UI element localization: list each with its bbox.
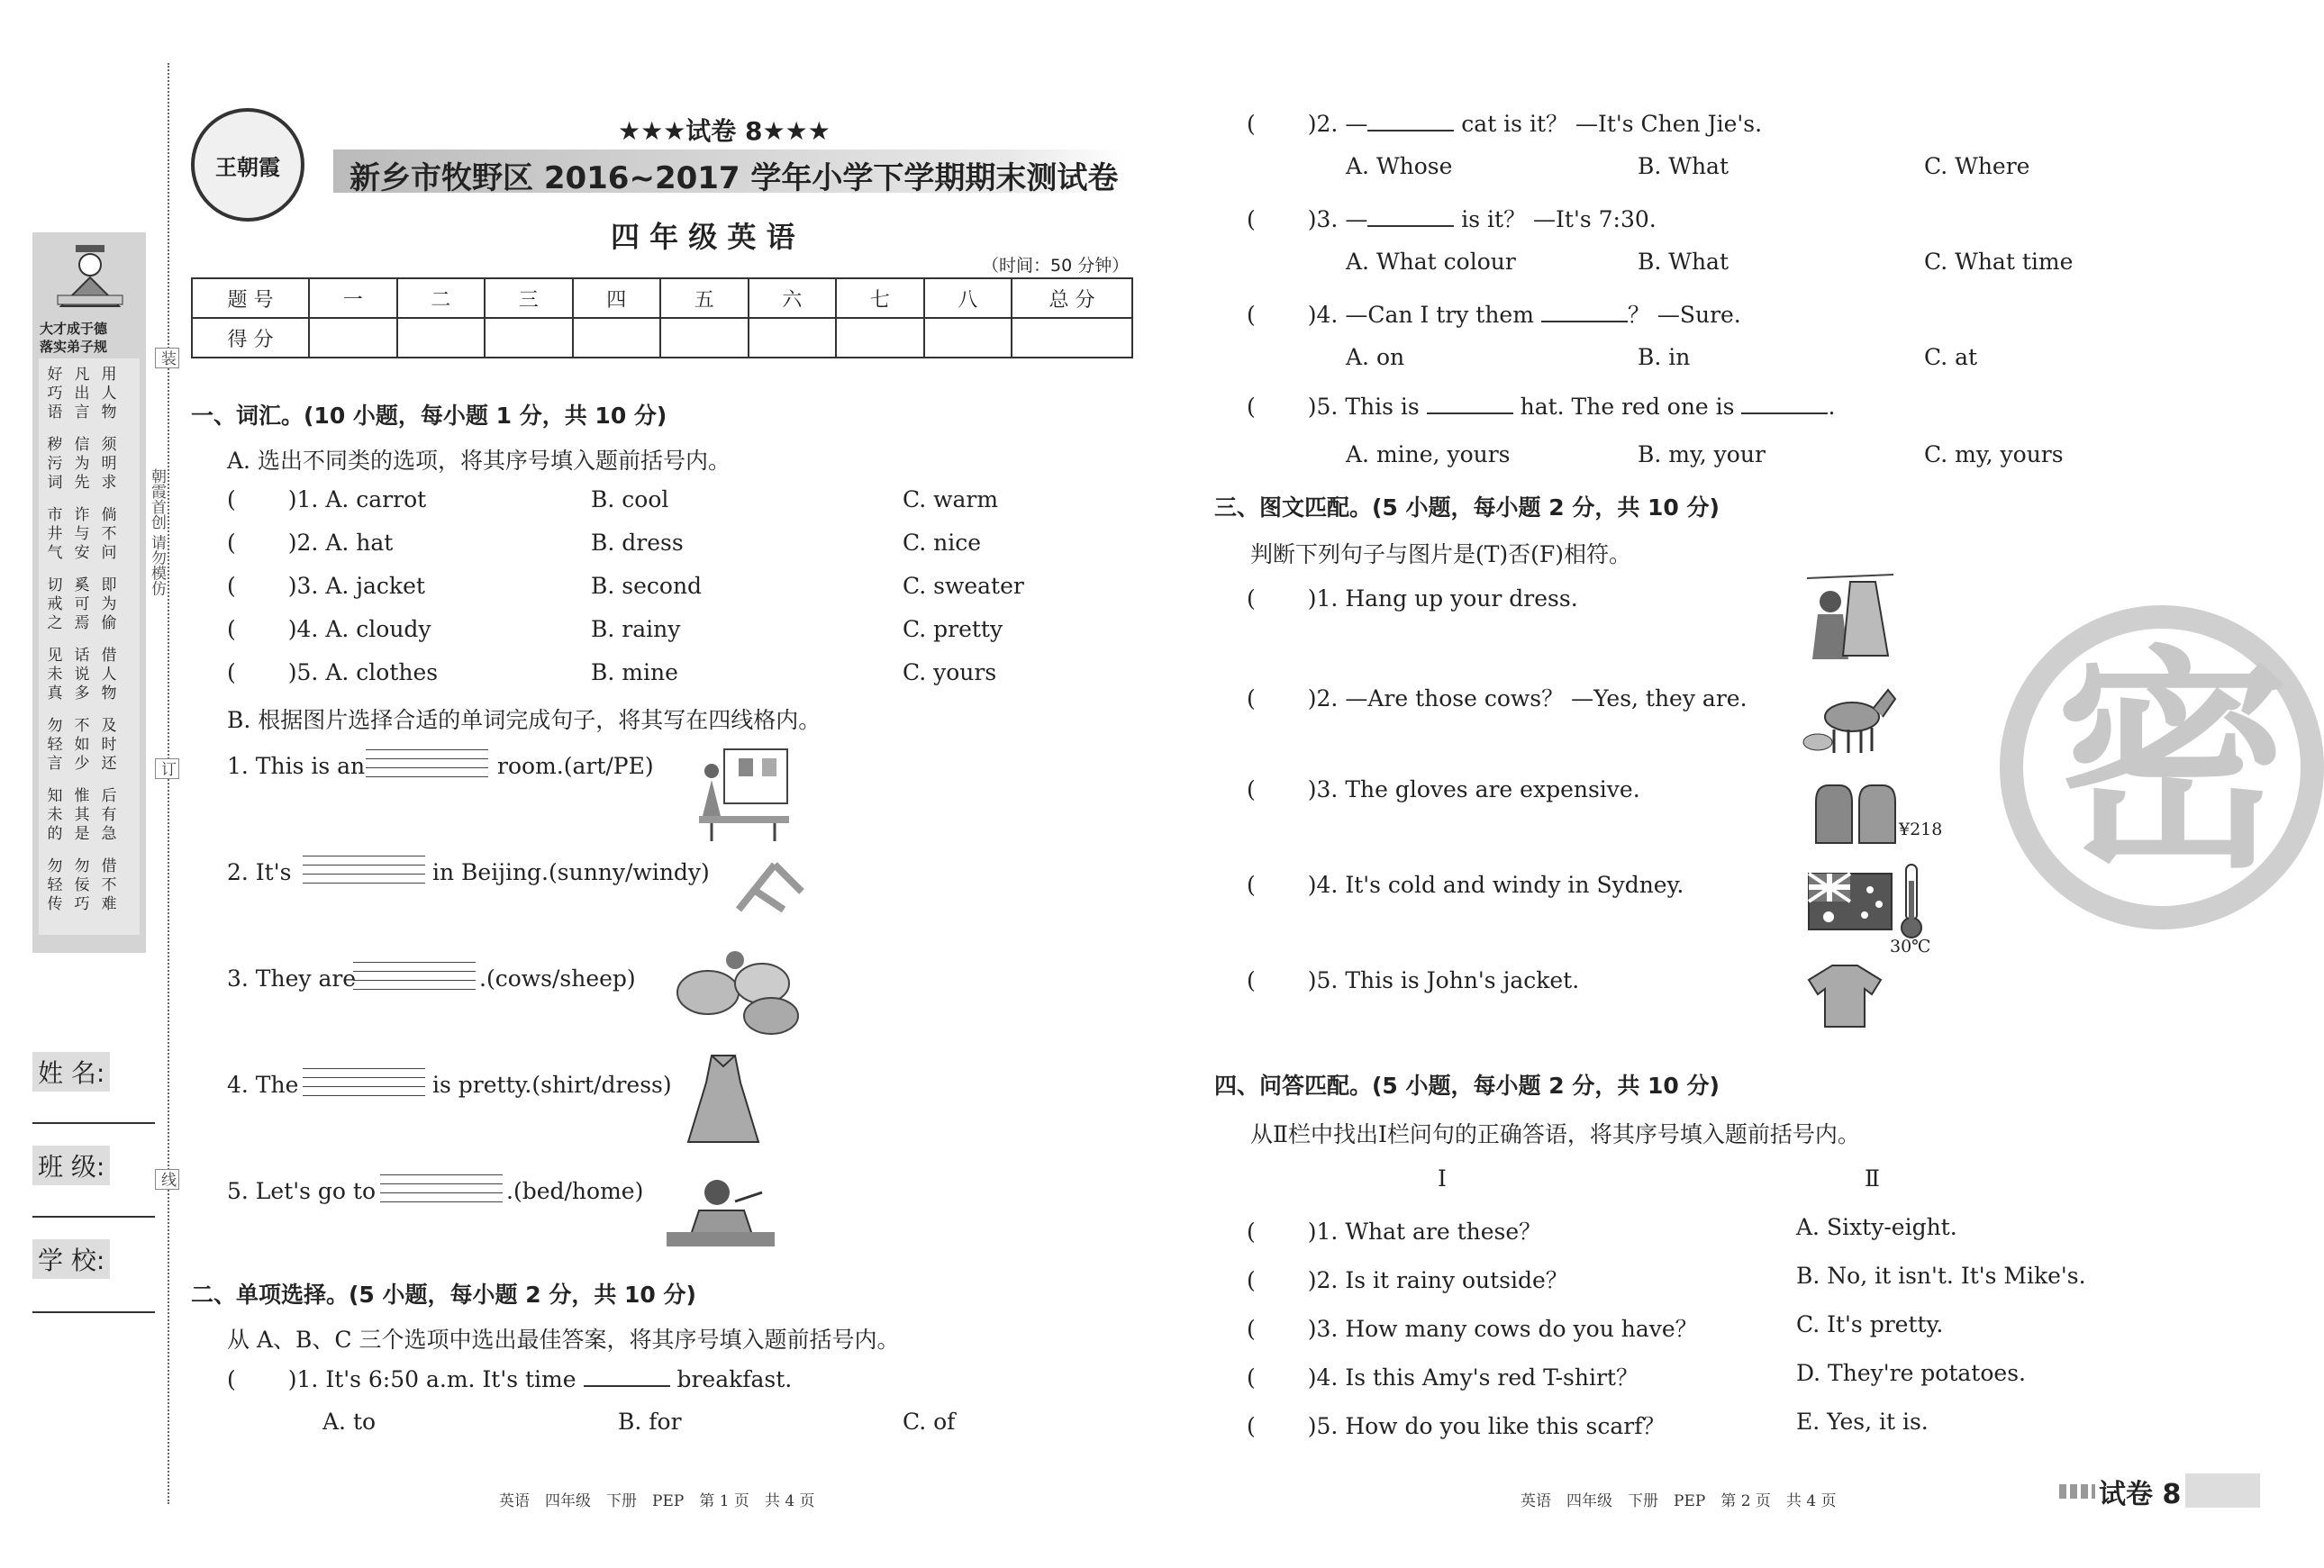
option-c: C. yours (903, 659, 997, 685)
motto-col: 及时还 (101, 717, 117, 773)
motto-col: 切戒之 (47, 576, 63, 632)
fill-suffix: .(cows/sheep) (479, 965, 636, 992)
score-table (191, 277, 1133, 358)
dress-picture (685, 1052, 762, 1146)
question-text: )4. It's cold and windy in Sydney. (1307, 872, 1684, 898)
bed-picture (663, 1174, 780, 1250)
list-item: ( )1. What are these？ (1247, 1219, 1542, 1245)
table-cell: 得 分 (192, 318, 309, 358)
footer-bar (2185, 1473, 2260, 1508)
cut-mark-1: 装 (155, 348, 179, 368)
list-item: ( )1. It's 6:50 a.m. It's time breakfast. (227, 1366, 793, 1392)
list-item: ( )2. —Are those cows？ —Yes, they are. (1247, 685, 1748, 711)
question-text: )3. A. jacket (287, 573, 425, 599)
score-input[interactable] (924, 318, 1012, 358)
list-item: ( )3. — is it？ —It's 7:30. (1247, 206, 1657, 232)
list-item: ( )3. How many cows do you have？ (1247, 1316, 1698, 1342)
score-input[interactable] (397, 318, 486, 358)
option-b: B. for (618, 1409, 682, 1435)
stamp-glyph: 密 (2056, 628, 2290, 900)
logo-text: 王朝霞 (215, 154, 280, 180)
motto-col: 诈与安 (74, 506, 90, 562)
option-b: B. cool (591, 486, 669, 512)
option-c: C. What time (1924, 249, 2074, 275)
four-line-grid[interactable] (380, 1174, 503, 1203)
australia-flag-icon (1807, 872, 1893, 931)
question-text: )4. A. cloudy (287, 616, 431, 642)
cut-mark-3: 线 (155, 1169, 179, 1190)
list-item: ( )5. This is John's jacket. (1247, 967, 1580, 993)
question-text: )4. —Can I try them (1307, 302, 1534, 328)
dress-hanging-picture (1803, 569, 1897, 663)
question-text: )3. The gloves are expensive. (1307, 776, 1640, 802)
class-label: 班 级: (32, 1146, 110, 1185)
motto-col: 用人物 (101, 366, 117, 421)
score-input[interactable] (836, 318, 924, 358)
option-b: B. What (1638, 249, 1729, 275)
motto-col: 倘不问 (101, 506, 117, 562)
table-cell: 四 (573, 278, 661, 318)
option-a: A. What colour (1346, 249, 1516, 275)
option-b: B. dress (591, 530, 684, 556)
school-label: 学 校: (32, 1239, 110, 1279)
sheep-picture (672, 947, 807, 1038)
fill-prefix: 1. This is an (227, 753, 366, 779)
column-I-header: Ⅰ (1438, 1165, 1447, 1192)
question-text: )4. Is this Amy's red T-shirt？ (1307, 1364, 1639, 1391)
list-item: ( )2. — cat is it？ —It's Chen Jie's. (1247, 111, 1763, 137)
section4-heading: 四、问答匹配。(5 小题，每小题 2 分，共 10 分) (1214, 1073, 1720, 1099)
fill-prefix: 2. It's (227, 859, 292, 885)
question-text: )2. — (1307, 111, 1368, 137)
answer-option: B. No, it isn't. It's Mike's. (1796, 1263, 2086, 1289)
footer-page-1: 英语 四年级 下册 PEP 第 1 页 共 4 页 (499, 1492, 815, 1510)
score-header-row (192, 278, 1132, 318)
option-a: A. Whose (1346, 153, 1453, 179)
list-item: ( )3. The gloves are expensive. (1247, 776, 1640, 802)
question-text: )1. Hang up your dress. (1307, 585, 1578, 612)
list-item: ( )4. Is this Amy's red T-shirt？ (1247, 1364, 1639, 1391)
section3-heading: 三、图文匹配。(5 小题，每小题 2 分，共 10 分) (1214, 494, 1720, 521)
name-label: 姓 名: (32, 1052, 110, 1092)
fill-prefix: 3. They are (227, 965, 357, 992)
option-c: C. at (1924, 344, 1978, 370)
question-text: is it？ —It's 7:30. (1461, 206, 1657, 232)
footer-tag: 试卷 8 (2099, 1479, 2182, 1510)
four-line-grid[interactable] (366, 749, 488, 778)
motto-col: 不如少 (74, 717, 90, 773)
table-cell: 三 (485, 278, 573, 318)
fill-suffix: room.(art/PE) (497, 753, 654, 779)
price-tag: ¥218 (1899, 820, 1943, 839)
motto-col: 借不难 (101, 857, 117, 913)
answer-option: E. Yes, it is. (1796, 1409, 1929, 1435)
option-c: C. of (903, 1409, 956, 1435)
score-input[interactable] (749, 318, 837, 358)
cut-mark-2: 订 (155, 758, 179, 779)
classroom-picture (694, 744, 793, 843)
table-cell: 六 (749, 278, 837, 318)
question-text: )2. Is it rainy outside？ (1307, 1267, 1568, 1293)
name-field[interactable] (32, 1122, 155, 1124)
seal-notice: 朝霞首创 请勿模仿 (148, 468, 166, 596)
option-c: C. pretty (903, 616, 1003, 642)
motto-col: 借人物 (101, 647, 117, 702)
answer-option: A. Sixty-eight. (1796, 1214, 1957, 1240)
option-b: B. What (1638, 153, 1729, 179)
section2-instruction: 从 A、B、C 三个选项中选出最佳答案，将其序号填入题前括号内。 (227, 1327, 900, 1353)
tshirt-picture (1805, 962, 1884, 1029)
list-item: ( )5. How do you like this scarf？ (1247, 1413, 1666, 1439)
question-text: )5. This is (1307, 394, 1420, 420)
section1-partA-instruction: A. 选出不同类的选项，将其序号填入题前括号内。 (227, 448, 731, 474)
four-line-grid[interactable] (303, 1068, 425, 1097)
fill-prefix: 4. The (227, 1072, 299, 1098)
motto-col: 即为偷 (101, 576, 117, 632)
option-a: A. to (322, 1409, 377, 1435)
logo (191, 108, 304, 222)
answer-option: C. It's pretty. (1796, 1311, 1944, 1337)
option-c: C. my, yours (1924, 441, 2064, 467)
motto-block (39, 358, 140, 935)
question-text: cat is it？ —It's Chen Jie's. (1461, 111, 1763, 137)
section3-instruction: 判断下列句子与图片是(T)否(F)相符。 (1250, 541, 1632, 567)
list-item: ( )4. —Can I try them ？ —Sure. (1247, 302, 1741, 328)
table-cell: 七 (836, 278, 924, 318)
fill-suffix: .(bed/home) (506, 1178, 644, 1204)
score-input[interactable] (485, 318, 573, 358)
footer-decoration (2059, 1484, 2095, 1499)
motto-col: 信为先 (74, 436, 90, 492)
question-text: hat. The red one is (1520, 394, 1735, 420)
question-text: breakfast. (676, 1366, 793, 1392)
slogan-2: 落实弟子规 (40, 339, 108, 355)
list-item: ( )5. A. clothes (227, 659, 439, 685)
confidential-stamp (2000, 605, 2324, 929)
score-input[interactable] (1012, 318, 1132, 358)
table-cell: 五 (660, 278, 749, 318)
list-item: ( )2. A. hat (227, 530, 394, 556)
motto-col: 市井气 (47, 506, 63, 562)
table-cell: 总 分 (1012, 278, 1132, 318)
thermometer-icon (1899, 863, 1924, 940)
motto-col: 须明求 (101, 436, 117, 492)
school-field[interactable] (32, 1311, 155, 1313)
question-text: )1. What are these？ (1307, 1219, 1542, 1245)
gloves-picture (1811, 780, 1901, 845)
option-c: C. sweater (903, 573, 1024, 599)
motto-col: 惟其是 (74, 787, 90, 843)
question-text: )2. —Are those cows？ —Yes, they are. (1307, 685, 1748, 711)
fill-suffix: is pretty.(shirt/dress) (432, 1072, 672, 1098)
answer-option: D. They're potatoes. (1796, 1360, 2026, 1386)
horse-picture (1798, 677, 1901, 764)
question-text: )2. A. hat (287, 530, 394, 556)
section1-heading: 一、词汇。(10 小题，每小题 1 分，共 10 分) (191, 403, 667, 429)
question-text: . (1828, 394, 1836, 420)
score-input[interactable] (573, 318, 661, 358)
scholar-icon (52, 243, 128, 315)
option-a: A. mine, yours (1346, 441, 1511, 467)
subject-title: 四 年 级 英 语 (611, 220, 795, 254)
table-cell: 一 (309, 278, 397, 318)
table-cell: 八 (924, 278, 1012, 318)
question-text: )5. This is John's jacket. (1307, 967, 1580, 993)
motto-col: 勿佞巧 (74, 857, 90, 913)
fill-prefix: 5. Let's go to (227, 1178, 376, 1204)
list-item: ( )3. A. jacket (227, 573, 425, 599)
class-field[interactable] (32, 1216, 155, 1218)
motto-col: 后有急 (101, 787, 117, 843)
fill-suffix: in Beijing.(sunny/windy) (432, 859, 710, 885)
answer-blank[interactable] (1741, 393, 1828, 414)
answer-blank[interactable] (1367, 110, 1454, 131)
question-text: )5. How do you like this scarf？ (1307, 1413, 1666, 1439)
score-value-row (192, 318, 1132, 358)
footer-page-2: 英语 四年级 下册 PEP 第 2 页 共 4 页 (1521, 1492, 1837, 1510)
table-cell: 二 (397, 278, 486, 318)
option-c: C. Where (1924, 153, 2030, 179)
option-b: B. in (1638, 344, 1691, 370)
motto-col: 勿轻传 (47, 857, 63, 913)
table-cell: 题 号 (192, 278, 309, 318)
motto-col: 秽污词 (47, 436, 63, 492)
option-b: B. mine (591, 659, 678, 685)
four-line-grid[interactable] (353, 962, 476, 991)
list-item: ( )1. A. carrot (227, 486, 427, 512)
question-text: )3. How many cows do you have？ (1307, 1316, 1698, 1342)
answer-blank[interactable] (584, 1365, 670, 1387)
column-II-header: Ⅱ (1865, 1165, 1880, 1192)
motto-col: 奚可焉 (74, 576, 90, 632)
option-b: B. my, your (1638, 441, 1766, 467)
list-item: ( )1. Hang up your dress. (1247, 585, 1578, 612)
option-b: B. rainy (591, 616, 681, 642)
windy-icon (730, 856, 811, 919)
section1-partB-instruction: B. 根据图片选择合适的单词完成句子，将其写在四线格内。 (227, 707, 822, 733)
score-input[interactable] (660, 318, 749, 358)
time-limit: （时间：50 分钟） (982, 256, 1130, 276)
motto-col: 勿轻言 (47, 717, 63, 773)
list-item: ( )4. It's cold and windy in Sydney. (1247, 872, 1684, 898)
question-text: )1. A. carrot (287, 486, 427, 512)
option-a: A. on (1346, 344, 1405, 370)
answer-blank[interactable] (1541, 301, 1628, 322)
question-text: )5. A. clothes (287, 659, 439, 685)
option-c: C. warm (903, 486, 999, 512)
list-item: ( )5. This is hat. The red one is . (1247, 394, 1836, 420)
score-input[interactable] (309, 318, 397, 358)
motto-col: 知未的 (47, 787, 63, 843)
option-b: B. second (591, 573, 703, 599)
section4-instruction: 从Ⅱ栏中找出Ⅰ栏问句的正确答语，将其序号填入题前括号内。 (1250, 1121, 1860, 1147)
slogan-1: 大才成于德 (40, 321, 108, 337)
question-text: )1. It's 6:50 a.m. It's time (287, 1366, 576, 1392)
sidebar-panel (32, 232, 146, 953)
option-c: C. nice (903, 530, 982, 556)
paper-title: 新乡市牧野区 2016~2017 学年小学下学期期末测试卷 (350, 160, 1119, 196)
motto-col: 见未真 (47, 647, 63, 702)
answer-blank[interactable] (1367, 205, 1454, 227)
motto-col: 好巧语 (47, 366, 63, 421)
list-item: ( )4. A. cloudy (227, 616, 431, 642)
answer-blank[interactable] (1427, 393, 1513, 414)
fold-line (168, 63, 169, 1504)
paper-badge: ★★★试卷 8★★★ (618, 116, 831, 146)
four-line-grid[interactable] (303, 856, 425, 884)
temperature-label: 30℃ (1890, 937, 1931, 956)
list-item: ( )2. Is it rainy outside？ (1247, 1267, 1568, 1293)
motto-col: 话说多 (74, 647, 90, 702)
section2-heading: 二、单项选择。(5 小题，每小题 2 分，共 10 分) (191, 1282, 696, 1308)
motto-col: 凡出言 (74, 366, 90, 421)
question-text: ？ —Sure. (1627, 302, 1741, 328)
question-text: )3. — (1307, 206, 1368, 232)
